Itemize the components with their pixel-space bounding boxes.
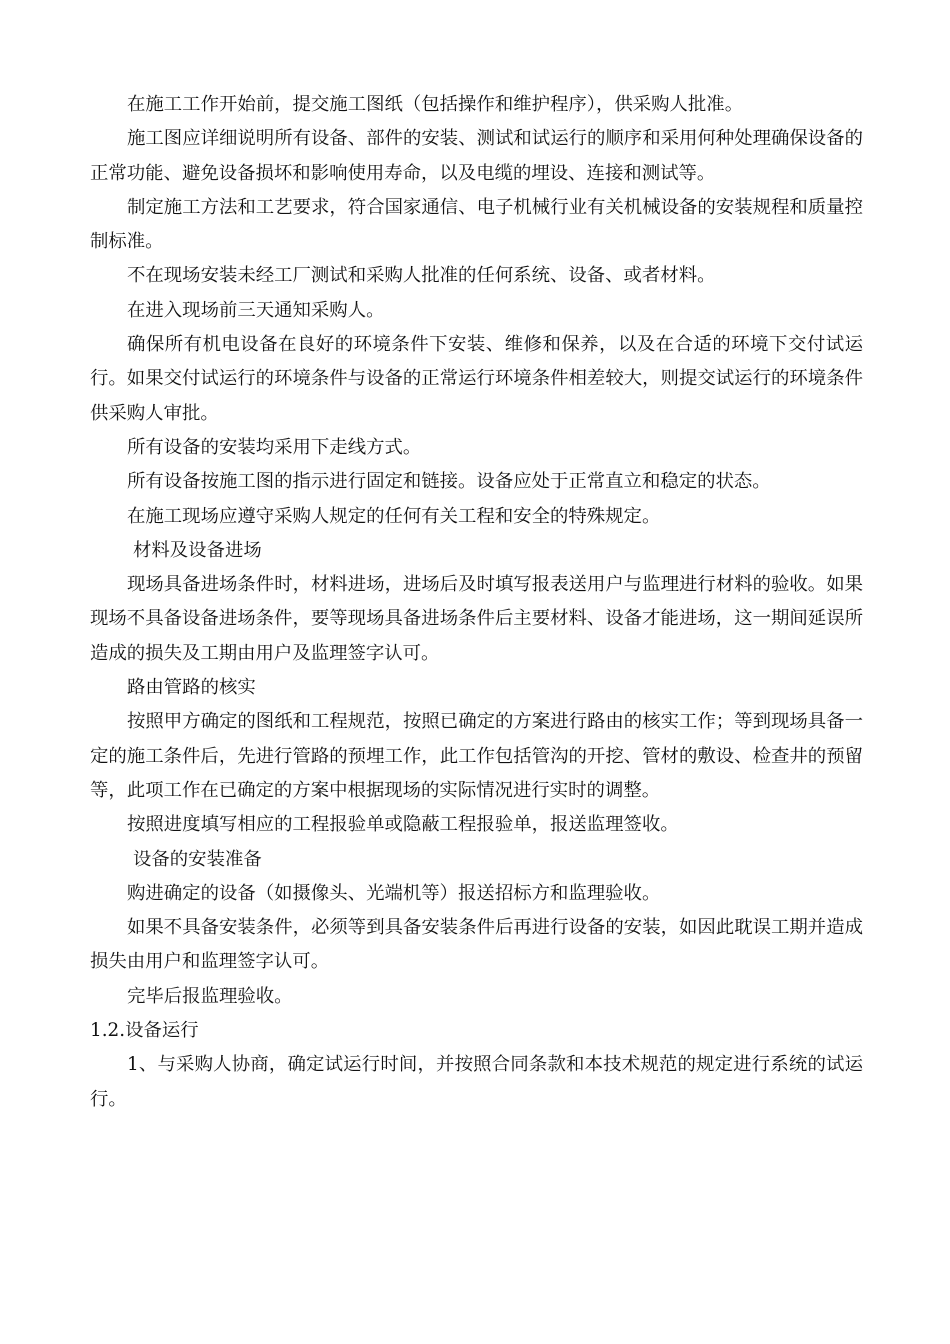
paragraph: 确保所有机电设备在良好的环境条件下安装、维修和保养，以及在合适的环境下交付试运行。如果交付试运行的环境条件与设备的正常运行环境条件相差较大，则提交试运行的环境条件供采购人审批。	[90, 334, 863, 424]
paragraph: 1、与采购人协商，确定试运行时间，并按照合同条款和本技术规范的规定进行系统的试运行。	[90, 1054, 863, 1110]
paragraph: 在施工现场应遵守采购人规定的任何有关工程和安全的特殊规定。	[127, 505, 661, 527]
paragraph: 在进入现场前三天通知采购人。	[127, 299, 385, 321]
paragraph: 完毕后报监理验收。	[127, 985, 293, 1007]
paragraph: 施工图应详细说明所有设备、部件的安装、测试和试运行的顺序和采用何种处理确保设备的正常功能、避免设备损坏和影响使用寿命，以及电缆的埋设、连接和测试等。	[90, 128, 863, 184]
section-heading-route: 路由管路的核实	[127, 677, 256, 699]
section-heading-equipment-operation: 1.2.设备运行	[90, 1020, 199, 1042]
paragraph: 在施工工作开始前，提交施工图纸（包括操作和维护程序），供采购人批准。	[127, 94, 744, 115]
paragraph: 现场具备进场条件时，材料进场，进场后及时填写报表送用户与监理进行材料的验收。如果现场不具备设备进场条件，要等现场具备进场条件后主要材料、设备才能进场，这一期间延误所造成的损失及工期由用户及监理签字认可。	[90, 574, 863, 664]
paragraph: 按照进度填写相应的工程报验单或隐蔽工程报验单，报送监理签收。	[127, 814, 679, 836]
paragraph: 所有设备的安装均采用下走线方式。	[127, 436, 422, 458]
document-page	[90, 88, 863, 1117]
paragraph: 如果不具备安装条件，必须等到具备安装条件后再进行设备的安装，如因此耽误工期并造成损失由用户和监理签字认可。	[90, 917, 863, 973]
paragraph: 购进确定的设备（如摄像头、光端机等）报送招标方和监理验收。	[127, 882, 661, 904]
paragraph: 所有设备按施工图的指示进行固定和链接。设备应处于正常直立和稳定的状态。	[127, 471, 771, 493]
section-heading-equipment-prep: 设备的安装准备	[133, 848, 262, 870]
section-heading-materials: 材料及设备进场	[133, 539, 262, 561]
paragraph: 制定施工方法和工艺要求，符合国家通信、电子机械行业有关机械设备的安装规程和质量控制标准。	[90, 196, 863, 253]
paragraph: 不在现场安装未经工厂测试和采购人批准的任何系统、设备、或者材料。	[127, 265, 716, 287]
paragraph: 按照甲方确定的图纸和工程规范，按照已确定的方案进行路由的核实工作；等到现场具备一定的施工条件后，先进行管路的预埋工作，此工作包括管沟的开挖、管材的敷设、检查井的预留等，此项工作在已确定的方案中根据现场的实际情况进行实时的调整。	[90, 711, 863, 801]
